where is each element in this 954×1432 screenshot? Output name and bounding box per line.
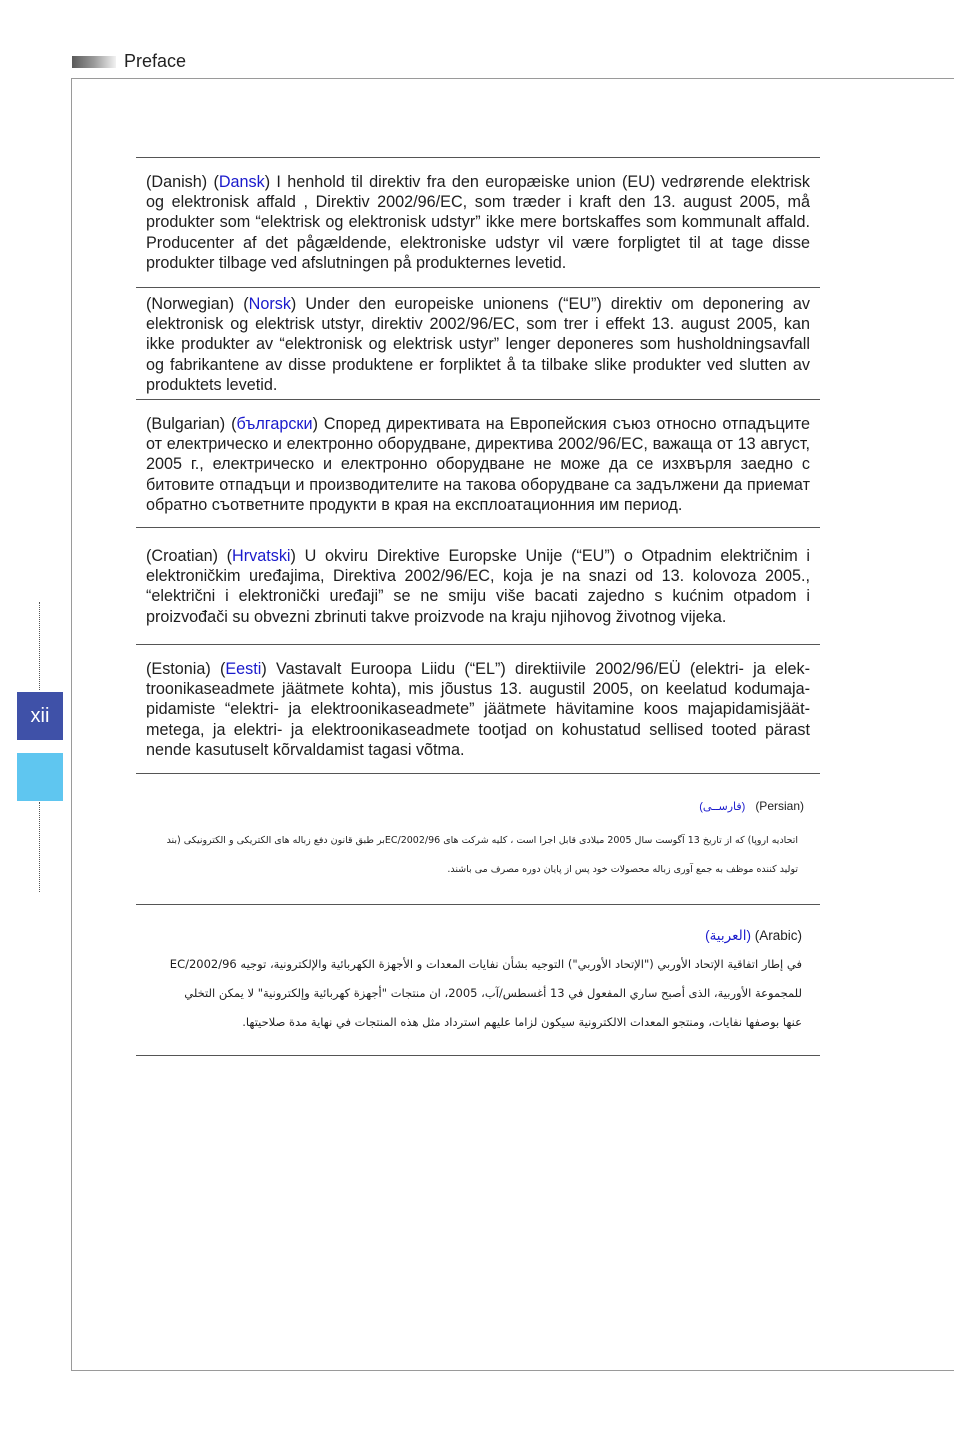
language-name: Eesti bbox=[225, 660, 262, 678]
paragraph-text: ) Under den europeiske unionens (“EU”) direktiv om deponering av elektronisk og elektrisk utstyr, direktiv 2002/96/EC, som trer i effekt 13. august 2005, kan ikke produkter av “elektronisk og elektrisk ustyr” lenger deponeres som husholdningsavfall og fabrikantene av disse produktene er forpliktet å ta tilbake slike produkter ved slutten av produktets levetid. bbox=[146, 295, 810, 394]
language-name: Hrvatski bbox=[232, 547, 291, 565]
frame-left-line bbox=[71, 78, 72, 1370]
header-gradient-bar bbox=[72, 56, 116, 68]
section-divider bbox=[136, 527, 820, 528]
side-dotted-line-top bbox=[39, 602, 40, 690]
language-label: (Persian) bbox=[755, 799, 804, 813]
danish-paragraph bbox=[146, 172, 810, 273]
language-prefix: (Norwegian) ( bbox=[146, 295, 249, 313]
paragraph-text: ) I henhold til direktiv fra den europæiske union (EU) vedrørende elektrisk og elektronisk affald , Direktiv 2002/96/EC, som træder i kraft den 13. august 2005, må produkter som “elektrisk og elektronisk udstyr” ikke mere bortskaffes som kommunalt affald. Producenter af det pågældende, elektroniske udstyr vil være forpligtet til at tage disse produkter tilbage ved afslutningen på produkternes levetid. bbox=[146, 173, 810, 272]
frame-bottom-line bbox=[71, 1370, 954, 1371]
language-name: (فارســی) bbox=[699, 801, 746, 813]
bulgarian-paragraph bbox=[146, 414, 810, 515]
norwegian-paragraph bbox=[146, 294, 810, 395]
section-divider bbox=[136, 287, 820, 288]
language-prefix: (Estonia) ( bbox=[146, 660, 226, 678]
page-number-tab: xii bbox=[17, 692, 63, 740]
estonian-paragraph bbox=[146, 659, 810, 760]
side-dotted-line-bottom bbox=[39, 802, 40, 892]
croatian-paragraph bbox=[146, 546, 810, 627]
language-name: Dansk bbox=[218, 173, 265, 191]
persian-line: تولید کننده موظف به جمع آوری زباله محصولات خود پس از پایان دوره مصرف می باشند. bbox=[447, 864, 798, 875]
persian-heading bbox=[699, 799, 804, 813]
section-divider bbox=[136, 644, 820, 645]
language-label: (Arabic) bbox=[754, 928, 802, 943]
language-name: Norsk bbox=[248, 295, 291, 313]
section-divider bbox=[136, 773, 820, 774]
arabic-heading bbox=[705, 928, 802, 944]
language-name: български bbox=[236, 415, 313, 433]
section-divider bbox=[136, 1055, 820, 1056]
language-prefix: (Croatian) ( bbox=[146, 547, 233, 565]
paragraph-text: ) Според директивата на Европейския съюз относно отпадъците от електрическо и електронно оборудване, директива 2002/96/EC, важаща от 13 август, 2005 г., електрическо и електронно оборудване не може да се изхвърля заедно с битовите отпадъци и производителите на такова оборудване са задължени да приемат обратно съответните продукти в края на експлоатационния им период. bbox=[146, 415, 810, 514]
chapter-color-tab bbox=[17, 753, 63, 801]
paragraph-text: ) Vastavalt Euroopa Liidu (“EL”) direktiivile 2002/96/EÜ (elektri- ja elektroonikaseadmete jäätmete kohta), mis jõustus 13. augustil 2005, on keelatud kodumajapidamiste “elektri- ja elektroonikaseadmete” jäätmete hävitamine koos majapidamisjäätmetega, ja elektri- ja elektroonikaseadmete tootjad on kohustatud sellised tooted pärast nende kasutuselt kõrvaldamist tagasi võtma. bbox=[146, 660, 810, 759]
language-prefix: (Bulgarian) ( bbox=[146, 415, 237, 433]
paragraph-text: ) U okviru Direktive Europske Unije (“EU”) o Otpadnim električnim i elektroničkim uređajima, Direktiva 2002/96/EC, koja je na snazi od 13. kolovoza 2005., “električni i elektronički uređaji” se ne smiju više bacati zajedno s kućnim otpadom i proizvođači su obvezni zbrinuti takve proizvode na kraju njihovog životnog vijeka. bbox=[146, 547, 810, 626]
arabic-line: عنها بوصفها نفايات، ومنتجو المعدات الالكترونية سيكون لزاما عليهم استرداد مثل هذه المنتجات في نهاية مدة صلاحيتها. bbox=[242, 1015, 802, 1029]
arabic-line: في إطار اتفاقية الإتحاد الأوربي ("الإتحاد الأوربي") التوجيه بشأن نفايات المعدات و الأجهزة الكهربائية والإلكترونية، توجيه 2002/96/EC bbox=[169, 957, 802, 971]
language-prefix: (Danish) ( bbox=[146, 173, 219, 191]
frame-top-line bbox=[71, 78, 954, 79]
section-divider bbox=[136, 157, 820, 158]
persian-line: اتحادیه اروپا) که از تاریخ 13 آگوست سال 2005 میلادی قابل اجرا است ، کلیه شرکت های 2002/96/ECبر طبق قانون دفع زباله های الکتریکی و الکترونیکی (بند bbox=[166, 835, 798, 846]
section-divider bbox=[136, 904, 820, 905]
language-name: (العربية) bbox=[705, 928, 751, 943]
section-divider bbox=[136, 399, 820, 400]
arabic-line: للمجموعة الأوربية، الذى أصبح ساري المفعول في 13 أغسطس/آب، 2005، ان منتجات "أجهزة كهربائية وإلكترونية" لا يمكن التخلي bbox=[184, 986, 802, 1000]
page-header-title: Preface bbox=[124, 51, 187, 71]
